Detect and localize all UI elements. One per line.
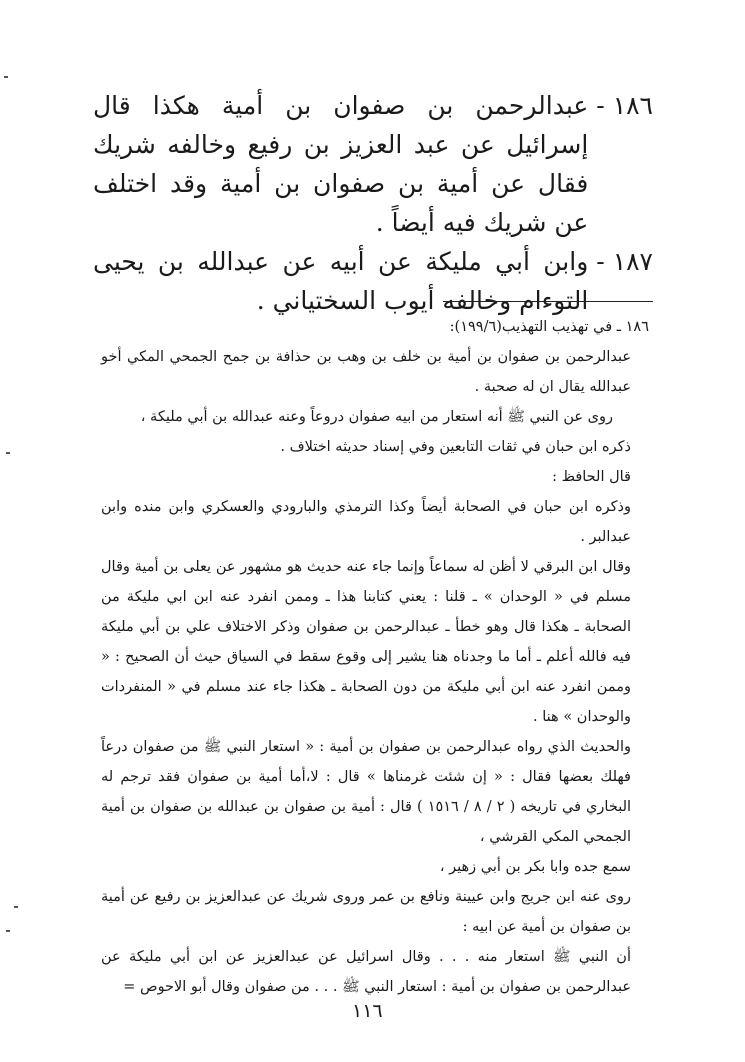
footnote-line: أن النبي ﷺ استعار منه . . . وقال اسرائيل عن عبدالعزيز عن ابن أبي مليكة عن عبدالرحمن بن صفوان بن أمية : استعار النبي ﷺ . . . من صفوان وقال أبو الاحوص =: [101, 949, 631, 995]
footnote-body: [101, 342, 631, 1002]
footnote-line: ذكره ابن حبان في ثقات التابعين وفي إسناد حديثه اختلاف .: [280, 439, 631, 455]
footnote-line: قال الحافظ :: [552, 469, 631, 485]
footnote-line: عبدالرحمن بن صفوان بن أمية بن خلف بن وهب بن حذافة بن جمح الجمحي المكي أخو عبدالله يقال ان له صحبة .: [101, 349, 631, 395]
main-text-body: [93, 86, 653, 320]
footnote-block: [101, 312, 649, 1002]
footnote-heading: ١٨٦ ـ في تهذيب التهذيب(١٩٩/٦):: [449, 319, 649, 335]
entry-number: ١٨٧ -: [596, 247, 653, 276]
footnote-line: والحديث الذي رواه عبدالرحمن بن صفوان بن أمية : « استعار النبي ﷺ من صفوان درعاً فهلك بعضها فقال : « إن شئت غرمناها » قال : لا،أما أمية بن صفوان فقد ترجم له البخاري في تاريخه ( ٢ / ٨ / ١٥١٦ ) قال : أمية بن صفوان بن عبدالله بن صفوان بن أمية الجمحي المكي القرشي ،: [101, 739, 632, 845]
footnote-line: روى عنه ابن جريج وابن عيينة ونافع بن عمر وروى شريك عن عبدالعزيز بن رفيع عن أمية بن صفوان بن أمية عن ابيه :: [101, 889, 631, 935]
entry-186: [93, 86, 653, 242]
entry-text: وابن أبي مليكة عن أبيه عن عبدالله بن يحيى التوءام وخالفه أيوب السختياني .: [93, 247, 589, 315]
scan-speck: [6, 930, 10, 932]
footnote-line: روى عن النبي ﷺ أنه استعار من ابيه صفوان دروعاً وعنه عبدالله بن أبي مليكة ،: [140, 409, 613, 425]
scan-speck: [14, 906, 18, 908]
entry-187: [93, 242, 653, 320]
footnote-line: وذكره ابن حبان في الصحابة أيضاً وكذا الترمذي والبارودي والعسكري وابن منده وابن عبدالبر .: [101, 499, 631, 545]
page-number: ١١٦: [352, 1000, 383, 1022]
scan-speck: [4, 76, 8, 78]
scan-speck: [6, 452, 10, 454]
entry-text: عبدالرحمن بن صفوان بن أمية هكذا قال إسرائيل عن عبد العزيز بن رفيع وخالفه شريك فقال عن أمية بن صفوان بن أمية وقد اختلف عن شريك فيه أيضاً .: [93, 91, 589, 237]
footnote-separator: [443, 301, 653, 302]
footnote-line: سمع جده وابا بكر بن أبي زهير ،: [439, 859, 631, 875]
entry-number: ١٨٦ -: [596, 91, 653, 120]
footnote-line: وقال ابن البرقي لا أظن له سماعاً وإنما جاء عنه حديث هو مشهور عن يعلى بن أمية وقال مسلم في « الوحدان » ـ قلنا : يعني كتابنا هذا ـ وممن انفرد عنه ابن ابي مليكة من الصحابة ـ هكذا قال وهو خطأ ـ عبدالرحمن بن صفوان وذكر الاختلاف علي بن أبي مليكة فيه فالله أعلم ـ أما ما وجدناه هنا يشير إلى وقوع سقط في السياق حيث أن الصحيح : « وممن انفرد عنه ابن أبي مليكة من دون الصحابة ـ هكذا جاء عند مسلم في « المنفردات والوحدان » هنا .: [101, 559, 631, 725]
